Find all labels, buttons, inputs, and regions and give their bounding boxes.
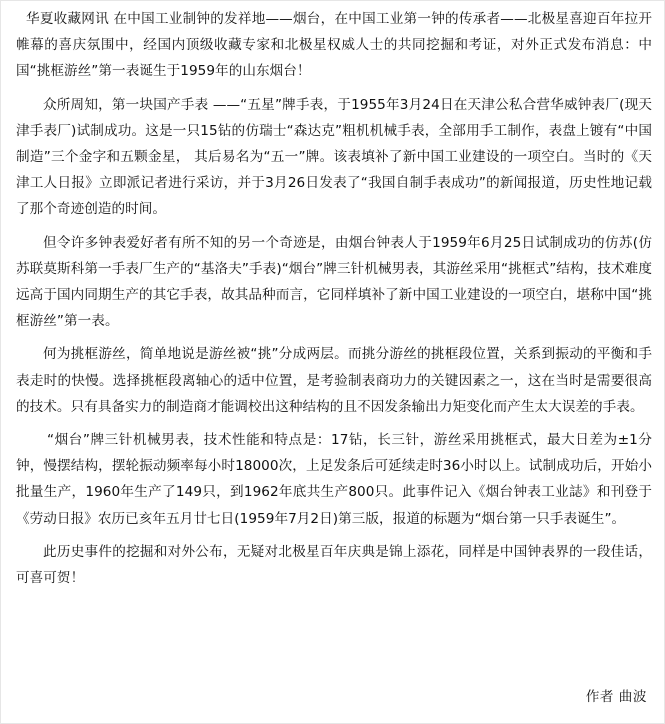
paragraph-yantai-miracle: 但令许多钟表爱好者有所不知的另一个奇迹是，由烟台钟表人于1959年6月25日试制成功的仿苏(仿苏联莫斯科第一手表厂生产的“基洛夫”手表)“烟台”牌三针机械男表，其游丝采用“挑框式”结构，技术难度远高于国内同期生产的其它手表，故其品种而言，它同样填补了新中国工业建设的一项空白，堪称中国“挑框游丝”第一表。 <box>16 234 652 330</box>
author-signature: 作者 曲波 <box>585 689 647 705</box>
paragraph-conclusion: 此历史事件的挖掘和对外公布，无疑对北极星百年庆典是锦上添花，同样是中国钟表界的一段佳话，可喜可贺！ <box>16 543 652 587</box>
article-body <box>16 6 652 598</box>
paragraph-specifications: “烟台”牌三针机械男表，技术性能和特点是：17钻，长三针，游丝采用挑框式，最大日差为±1分钟，慢摆结构，摆轮振动频率每小时18000次，上足发条后可延续走时36小时以上。试制成功后，开始小批量生产，1960年生产了149只，到1962年底共生产800只。此事件记入《烟台钟表工业誌》和刊登于《劳动日报》农历已亥年五月廿七日(1959年7月2日)第三版，报道的标题为“烟台第一只手表诞生”。 <box>16 432 652 527</box>
paragraph-intro: 华夏收藏网讯 在中国工业制钟的发祥地——烟台，在中国工业第一钟的传承者——北极星喜迎百年拉开帷幕的喜庆氛围中，经国内顶级收藏专家和北极星权威人士的共同挖掘和考证，对外正式发布消息：中国“挑框游丝”第一表诞生于1959年的山东烟台！ <box>16 11 652 80</box>
paragraph-first-watch: 众所周知，第一块国产手表 ——“五星”牌手表，于1955年3月24日在天津公私合营华威钟表厂(现天津手表厂)试制成功。这是一只15钻的仿瑞士“森达克”粗机机械手表，全部用手工制作，表盘上镀有“中国制造”三个金字和五颗金星， 其后易名为“五一”牌。该表填补了新中国工业建设的一项空白。当时的《天津工人日报》立即派记者进行采访，并于3月26日发表了“我国自制手表成功”的新闻报道，历史性地记载了那个奇迹创造的时间。 <box>16 96 652 218</box>
paragraph-hairspring-explained: 何为挑框游丝，简单地说是游丝被“挑”分成两层。而挑分游丝的挑框段位置，关系到振动的平衡和手表走时的快慢。选择挑框段离轴心的适中位置，是考验制表商功力的关键因素之一，这在当时是需要很高的技术。只有具备实力的制造商才能调校出这种结构的且不因发条输出力矩变化而产生太大误差的手表。 <box>16 346 652 415</box>
